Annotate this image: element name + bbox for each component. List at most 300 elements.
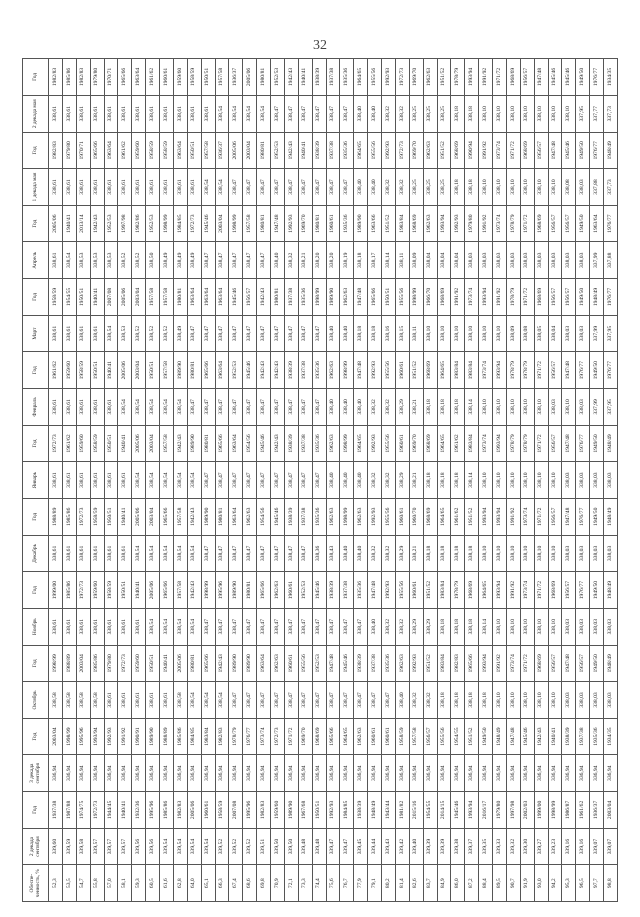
table-cell: 1942/43 xyxy=(271,425,285,462)
table-cell: 338,10 xyxy=(534,608,548,645)
table-cell: 1959/60 xyxy=(173,59,187,96)
table-cell: 336,94 xyxy=(534,755,548,792)
table-cell: 338,47 xyxy=(368,682,382,719)
table-cell: 338,47 xyxy=(243,608,257,645)
table-cell: 1968/69 xyxy=(465,572,479,609)
table-cell: 338,10 xyxy=(548,608,562,645)
table-cell: 338,54 xyxy=(187,462,201,499)
table-cell: 337,88 xyxy=(590,169,604,206)
table-cell: 1983/84 xyxy=(451,352,465,389)
table-cell: 1978/79 xyxy=(229,718,243,755)
table-cell: 1951/52 xyxy=(437,132,451,169)
table-cell: 1981/82 xyxy=(395,792,409,829)
table-cell: 338,47 xyxy=(229,169,243,206)
table-cell: 338,52 xyxy=(146,315,160,352)
table-cell: 338,61 xyxy=(104,535,118,572)
table-cell: 338,47 xyxy=(284,315,298,352)
table-cell: 339,45 xyxy=(354,828,368,865)
table-cell: 1951/52 xyxy=(465,498,479,535)
table-cell: 338,47 xyxy=(257,462,271,499)
table-cell: 339,54 xyxy=(173,828,187,865)
table-cell: 338,47 xyxy=(215,315,229,352)
table-cell: 1950/51 xyxy=(118,572,132,609)
table-cell: 1950/51 xyxy=(201,59,215,96)
table-cell: 1936/37 xyxy=(590,792,604,829)
table-cell: 97,7 xyxy=(590,865,604,902)
table-cell: 1949/50 xyxy=(590,645,604,682)
table-cell: 336,94 xyxy=(395,755,409,792)
table-row xyxy=(76,59,90,902)
table-row xyxy=(534,59,548,902)
table-cell: 1971/72 xyxy=(534,425,548,462)
table-cell: 1989/90 xyxy=(201,498,215,535)
table-cell: 338,10 xyxy=(479,169,493,206)
table-row xyxy=(604,59,618,902)
table-cell: 1938/39 xyxy=(354,645,368,682)
table-cell: 91,9 xyxy=(520,865,534,902)
table-row xyxy=(104,59,118,902)
table-cell: 1949/50 xyxy=(590,425,604,462)
table-row xyxy=(201,59,215,902)
table-cell: 338,61 xyxy=(146,95,160,132)
table-cell: 338,18 xyxy=(479,682,493,719)
table-cell: 338,03 xyxy=(506,242,520,279)
table-cell: 1957/58 xyxy=(201,132,215,169)
table-cell: 338,54 xyxy=(62,242,76,279)
table-cell: 338,03 xyxy=(562,535,576,572)
table-cell: 1968/69 xyxy=(534,279,548,316)
table-cell: 1980/81 xyxy=(257,205,271,242)
table-cell: 338,10 xyxy=(465,315,479,352)
table-cell: 61,6 xyxy=(160,865,174,902)
table-cell: 1955/56 xyxy=(437,718,451,755)
table-cell: 338,49 xyxy=(160,242,174,279)
table-cell: 1974/75 xyxy=(76,792,90,829)
table-cell: 1958/59 xyxy=(215,792,229,829)
table-cell: 338,18 xyxy=(451,389,465,426)
table-cell: 1992/93 xyxy=(451,205,465,242)
column-header: Год xyxy=(23,59,49,96)
table-cell: 1950/51 xyxy=(76,279,90,316)
table-cell: 1958/59 xyxy=(90,425,104,462)
table-cell: 1942/43 xyxy=(534,718,548,755)
table-cell: 338,61 xyxy=(49,389,63,426)
table-cell: 339,51 xyxy=(257,828,271,865)
table-cell: 1985/86 xyxy=(173,718,187,755)
table-cell: 336,94 xyxy=(437,755,451,792)
table-cell: 338,61 xyxy=(49,315,63,352)
table-cell: 1956/57 xyxy=(548,352,562,389)
table-cell: 1958/59 xyxy=(49,279,63,316)
table-cell: 1976/77 xyxy=(576,425,590,462)
table-cell: 338,18 xyxy=(354,242,368,279)
table-cell: 1968/69 xyxy=(437,279,451,316)
table-cell: 1949/50 xyxy=(576,132,590,169)
table-cell: 1988/89 xyxy=(160,718,174,755)
table-row xyxy=(548,59,562,902)
table-cell: 1963/66 xyxy=(368,205,382,242)
table-cell: 1959/60 xyxy=(271,792,285,829)
table-cell: 338,47 xyxy=(340,608,354,645)
table-cell: 339,30 xyxy=(520,828,534,865)
table-cell: 1957/58 xyxy=(173,572,187,609)
table-cell: 338,61 xyxy=(132,169,146,206)
table-cell: 2003/04 xyxy=(76,645,90,682)
table-cell: 1945/46 xyxy=(562,132,576,169)
table-cell: 338,47 xyxy=(340,95,354,132)
table-cell: 1958/59 xyxy=(187,59,201,96)
table-cell: 1964/65 xyxy=(437,352,451,389)
table-cell: 1959/60 xyxy=(132,645,146,682)
table-cell: 338,54 xyxy=(160,389,174,426)
table-cell: 1948/49 xyxy=(604,425,618,462)
table-cell: 336,94 xyxy=(173,755,187,792)
column-header: Обеспе-ченность, % xyxy=(23,865,49,902)
table-cell: 338,61 xyxy=(104,608,118,645)
table-cell: 338,18 xyxy=(437,462,451,499)
table-cell: 1937/38 xyxy=(368,645,382,682)
table-cell: 1998/99 xyxy=(62,718,76,755)
table-cell: 1993/94 xyxy=(493,498,507,535)
table-cell: 1998/99 xyxy=(229,205,243,242)
table-cell: 338,54 xyxy=(201,169,215,206)
table-cell: 1984/85 xyxy=(187,718,201,755)
table-cell: 1968/69 xyxy=(506,59,520,96)
table-cell: 2003/04 xyxy=(215,205,229,242)
table-cell: 338,43 xyxy=(326,535,340,572)
table-cell: 1968/69 xyxy=(534,205,548,242)
table-cell: 338,61 xyxy=(90,535,104,572)
table-cell: 93,0 xyxy=(534,865,548,902)
table-cell: 339,33 xyxy=(493,828,507,865)
table-cell: 336,94 xyxy=(465,755,479,792)
table-cell: 2003/04 xyxy=(132,352,146,389)
table-cell: 1937/38 xyxy=(298,352,312,389)
table-cell: 338,61 xyxy=(76,608,90,645)
table-cell: 339,57 xyxy=(104,828,118,865)
table-cell: 338,11 xyxy=(409,315,423,352)
table-cell: 1954/55 xyxy=(423,792,437,829)
table-cell: 336,94 xyxy=(229,755,243,792)
table-cell: 338,47 xyxy=(312,389,326,426)
table-cell: 1962/63 xyxy=(340,279,354,316)
table-cell: 338,54 xyxy=(243,95,257,132)
table-cell: 338,03 xyxy=(548,389,562,426)
table-cell: 1964/65 xyxy=(340,718,354,755)
table-cell: 2005/06 xyxy=(118,279,132,316)
table-cell: 338,10 xyxy=(534,95,548,132)
table-cell: 338,10 xyxy=(506,462,520,499)
table-cell: 1956/57 xyxy=(576,645,590,682)
table-cell: 1957/58 xyxy=(409,718,423,755)
table-cell: 1952/53 xyxy=(104,205,118,242)
table-cell: 1969/70 xyxy=(298,718,312,755)
table-cell: 338,03 xyxy=(576,242,590,279)
table-cell: 337,99 xyxy=(590,389,604,426)
table-cell: 1940/41 xyxy=(160,645,174,682)
table-cell: 338,47 xyxy=(312,682,326,719)
table-cell: 1998/99 xyxy=(340,498,354,535)
table-cell: 1960/61 xyxy=(368,718,382,755)
table-cell: 338,03 xyxy=(562,242,576,279)
table-row xyxy=(229,59,243,902)
table-cell: 1980/81 xyxy=(243,572,257,609)
table-cell: 1947/48 xyxy=(562,352,576,389)
table-cell: 338,18 xyxy=(465,608,479,645)
table-row xyxy=(132,59,146,902)
table-cell: 1947/48 xyxy=(354,352,368,389)
table-cell: 1934/35 xyxy=(604,718,618,755)
table-row xyxy=(271,59,285,902)
table-cell: 338,15 xyxy=(395,315,409,352)
table-cell: 96,5 xyxy=(576,865,590,902)
table-cell: 1963/64 xyxy=(215,279,229,316)
table-cell: 338,18 xyxy=(437,535,451,572)
table-cell: 338,47 xyxy=(215,389,229,426)
table-cell: 1935/36 xyxy=(340,132,354,169)
table-cell: 1951/52 xyxy=(465,718,479,755)
table-cell: 338,61 xyxy=(173,169,187,206)
table-cell: 338,61 xyxy=(62,389,76,426)
table-cell: 338,47 xyxy=(271,95,285,132)
table-cell: 1962/63 xyxy=(354,498,368,535)
table-cell: 1952/53 xyxy=(271,59,285,96)
table-cell: 1969/70 xyxy=(298,205,312,242)
table-cell: 1958/59 xyxy=(104,572,118,609)
table-cell: 1982/83 xyxy=(76,59,90,96)
table-cell: 1964/65 xyxy=(354,59,368,96)
table-cell: 338,10 xyxy=(562,95,576,132)
table-cell: 338,10 xyxy=(548,535,562,572)
table-cell: 338,18 xyxy=(451,682,465,719)
table-cell: 338,10 xyxy=(493,462,507,499)
table-cell: 338,25 xyxy=(437,95,451,132)
table-cell: 338,47 xyxy=(312,95,326,132)
table-cell: 338,61 xyxy=(160,682,174,719)
table-cell: 339,16 xyxy=(576,828,590,865)
table-cell: 1972/73 xyxy=(49,425,63,462)
table-cell: 336,94 xyxy=(451,755,465,792)
table-cell: 338,21 xyxy=(298,242,312,279)
table-cell: 338,09 xyxy=(409,242,423,279)
column-header: Февраль xyxy=(23,389,49,426)
table-cell: 338,10 xyxy=(479,462,493,499)
table-cell: 1942/43 xyxy=(284,59,298,96)
table-cell: 73,3 xyxy=(298,865,312,902)
table-cell: 1972/73 xyxy=(187,205,201,242)
table-cell: 338,61 xyxy=(62,608,76,645)
table-cell: 1940/41 xyxy=(90,279,104,316)
table-cell: 77,9 xyxy=(354,865,368,902)
table-cell: 338,32 xyxy=(395,95,409,132)
table-cell: 1937/38 xyxy=(326,59,340,96)
table-cell: 338,10 xyxy=(493,608,507,645)
table-cell: 1964/65 xyxy=(479,572,493,609)
table-cell: 1979/80 xyxy=(90,59,104,96)
table-cell: 1954/55 xyxy=(451,718,465,755)
table-cell: 338,61 xyxy=(132,95,146,132)
table-cell: 338,10 xyxy=(493,535,507,572)
table-cell: 338,11 xyxy=(395,242,409,279)
table-cell: 1972/73 xyxy=(76,498,90,535)
table-cell: 338,03 xyxy=(562,462,576,499)
table-cell: 1936/37 xyxy=(215,132,229,169)
table-row xyxy=(590,59,604,902)
table-cell: 338,03 xyxy=(562,608,576,645)
table-cell: 339,50 xyxy=(271,828,285,865)
table-cell: 338,47 xyxy=(284,462,298,499)
table-cell: 338,47 xyxy=(284,682,298,719)
table-cell: 1948/49 xyxy=(368,792,382,829)
table-cell: 337,95 xyxy=(604,389,618,426)
table-cell: 1985/86 xyxy=(90,645,104,682)
table-cell: 1956/57 xyxy=(423,718,437,755)
table-cell: 338,10 xyxy=(562,389,576,426)
table-cell: 337,95 xyxy=(576,95,590,132)
table-cell: 1976/77 xyxy=(604,279,618,316)
table-cell: 338,47 xyxy=(284,389,298,426)
table-cell: 81,4 xyxy=(395,865,409,902)
table-cell: 338,40 xyxy=(326,315,340,352)
table-cell: 338,47 xyxy=(257,242,271,279)
table-cell: 338,54 xyxy=(160,462,174,499)
table-cell: 338,47 xyxy=(257,535,271,572)
table-cell: 338,40 xyxy=(368,169,382,206)
table-cell: 1938/39 xyxy=(284,352,298,389)
table-cell: 339,44 xyxy=(368,828,382,865)
table-cell: 59,3 xyxy=(132,865,146,902)
table-cell: 338,47 xyxy=(201,315,215,352)
table-cell: 2016/17 xyxy=(479,792,493,829)
table-cell: 1971/72 xyxy=(534,352,548,389)
table-cell: 1951/52 xyxy=(409,352,423,389)
table-row xyxy=(409,59,423,902)
table-cell: 1978/79 xyxy=(506,205,520,242)
table-cell: 1956/57 xyxy=(520,59,534,96)
table-cell: 1937/38 xyxy=(284,279,298,316)
table-cell: 339,16 xyxy=(562,828,576,865)
table-cell: 338,61 xyxy=(132,608,146,645)
table-cell: 338,54 xyxy=(187,535,201,572)
table-cell: 1949/50 xyxy=(590,498,604,535)
table-cell: 338,10 xyxy=(423,315,437,352)
table-cell: 339,07 xyxy=(604,828,618,865)
table-cell: 338,54 xyxy=(173,462,187,499)
table-cell: 1935/36 xyxy=(312,425,326,462)
table-cell: 2013/14 xyxy=(76,205,90,242)
table-cell: 1950/51 xyxy=(146,645,160,682)
table-cell: 1971/72 xyxy=(534,572,548,609)
table-row xyxy=(368,59,382,902)
table-row xyxy=(243,59,257,902)
table-cell: 338,47 xyxy=(243,315,257,352)
table-cell: 2005/06 xyxy=(132,498,146,535)
table-cell: 1935/36 xyxy=(340,59,354,96)
table-cell: 1978/79 xyxy=(520,352,534,389)
table-cell: 338,61 xyxy=(49,608,63,645)
table-cell: 1935/36 xyxy=(382,645,396,682)
table-cell: 339,57 xyxy=(118,828,132,865)
table-cell: 338,47 xyxy=(340,682,354,719)
table-cell: 338,19 xyxy=(340,242,354,279)
table-cell: 338,40 xyxy=(271,242,285,279)
table-cell: 338,10 xyxy=(451,315,465,352)
table-cell: 1956/57 xyxy=(548,645,562,682)
table-cell: 1964/65 xyxy=(354,132,368,169)
table-cell: 336,94 xyxy=(90,755,104,792)
table-cell: 337,99 xyxy=(590,315,604,352)
table-cell: 1944/45 xyxy=(104,792,118,829)
table-cell: 2007/08 xyxy=(229,792,243,829)
table-row xyxy=(354,59,368,902)
table-cell: 338,40 xyxy=(354,389,368,426)
table-cell: 338,61 xyxy=(76,462,90,499)
table-cell: 1958/59 xyxy=(90,498,104,535)
table-cell: 1956/57 xyxy=(562,205,576,242)
header-row xyxy=(23,59,49,902)
table-cell: 1991/92 xyxy=(493,645,507,682)
table-cell: 1954/55 xyxy=(62,279,76,316)
table-cell: 338,40 xyxy=(354,462,368,499)
table-cell: 339,27 xyxy=(534,828,548,865)
table-cell: 338,47 xyxy=(229,315,243,352)
table-cell: 338,03 xyxy=(604,462,618,499)
table-cell: 338,54 xyxy=(146,608,160,645)
table-cell: 1990/94 xyxy=(465,132,479,169)
table-cell: 54,7 xyxy=(76,865,90,902)
table-cell: 1972/73 xyxy=(271,718,285,755)
table-cell: 1956/57 xyxy=(548,498,562,535)
table-cell: 338,47 xyxy=(229,608,243,645)
table-cell: 336,94 xyxy=(409,755,423,792)
table-cell: 338,03 xyxy=(604,608,618,645)
table-cell: 1955/56 xyxy=(368,132,382,169)
table-cell: 1945/46 xyxy=(451,792,465,829)
table-cell: 1985/86 xyxy=(62,572,76,609)
table-cell: 1992/93 xyxy=(409,645,423,682)
table-cell: 1937/38 xyxy=(298,425,312,462)
table-cell: 338,61 xyxy=(90,315,104,352)
table-cell: 1965/66 xyxy=(465,645,479,682)
table-cell: 1985/86 xyxy=(160,792,174,829)
table-cell: 338,03 xyxy=(576,462,590,499)
table-cell: 338,61 xyxy=(118,535,132,572)
table-cell: 338,03 xyxy=(479,242,493,279)
table-cell: 1979/80 xyxy=(62,132,76,169)
table-cell: 339,54 xyxy=(187,828,201,865)
table-cell: 1985/86 xyxy=(62,59,76,96)
table-cell: 338,54 xyxy=(187,608,201,645)
table-cell: 338,54 xyxy=(132,535,146,572)
table-cell: 338,53 xyxy=(118,315,132,352)
table-cell: 84,9 xyxy=(437,865,451,902)
table-cell: 338,47 xyxy=(271,462,285,499)
table-cell: 1949/50 xyxy=(576,59,590,96)
table-cell: 1945/46 xyxy=(229,279,243,316)
table-cell: 1942/43 xyxy=(271,352,285,389)
rotated-table-container xyxy=(22,58,618,902)
table-cell: 336,94 xyxy=(354,755,368,792)
table-cell: 339,47 xyxy=(340,828,354,865)
table-cell: 338,61 xyxy=(104,682,118,719)
table-cell: 337,73 xyxy=(604,95,618,132)
table-cell: 2003/04 xyxy=(49,718,63,755)
table-row xyxy=(173,59,187,902)
table-cell: 339,52 xyxy=(229,828,243,865)
table-cell: 1970/71 xyxy=(104,59,118,96)
table-cell: 336,94 xyxy=(146,755,160,792)
table-cell: 2003/04 xyxy=(146,498,160,535)
